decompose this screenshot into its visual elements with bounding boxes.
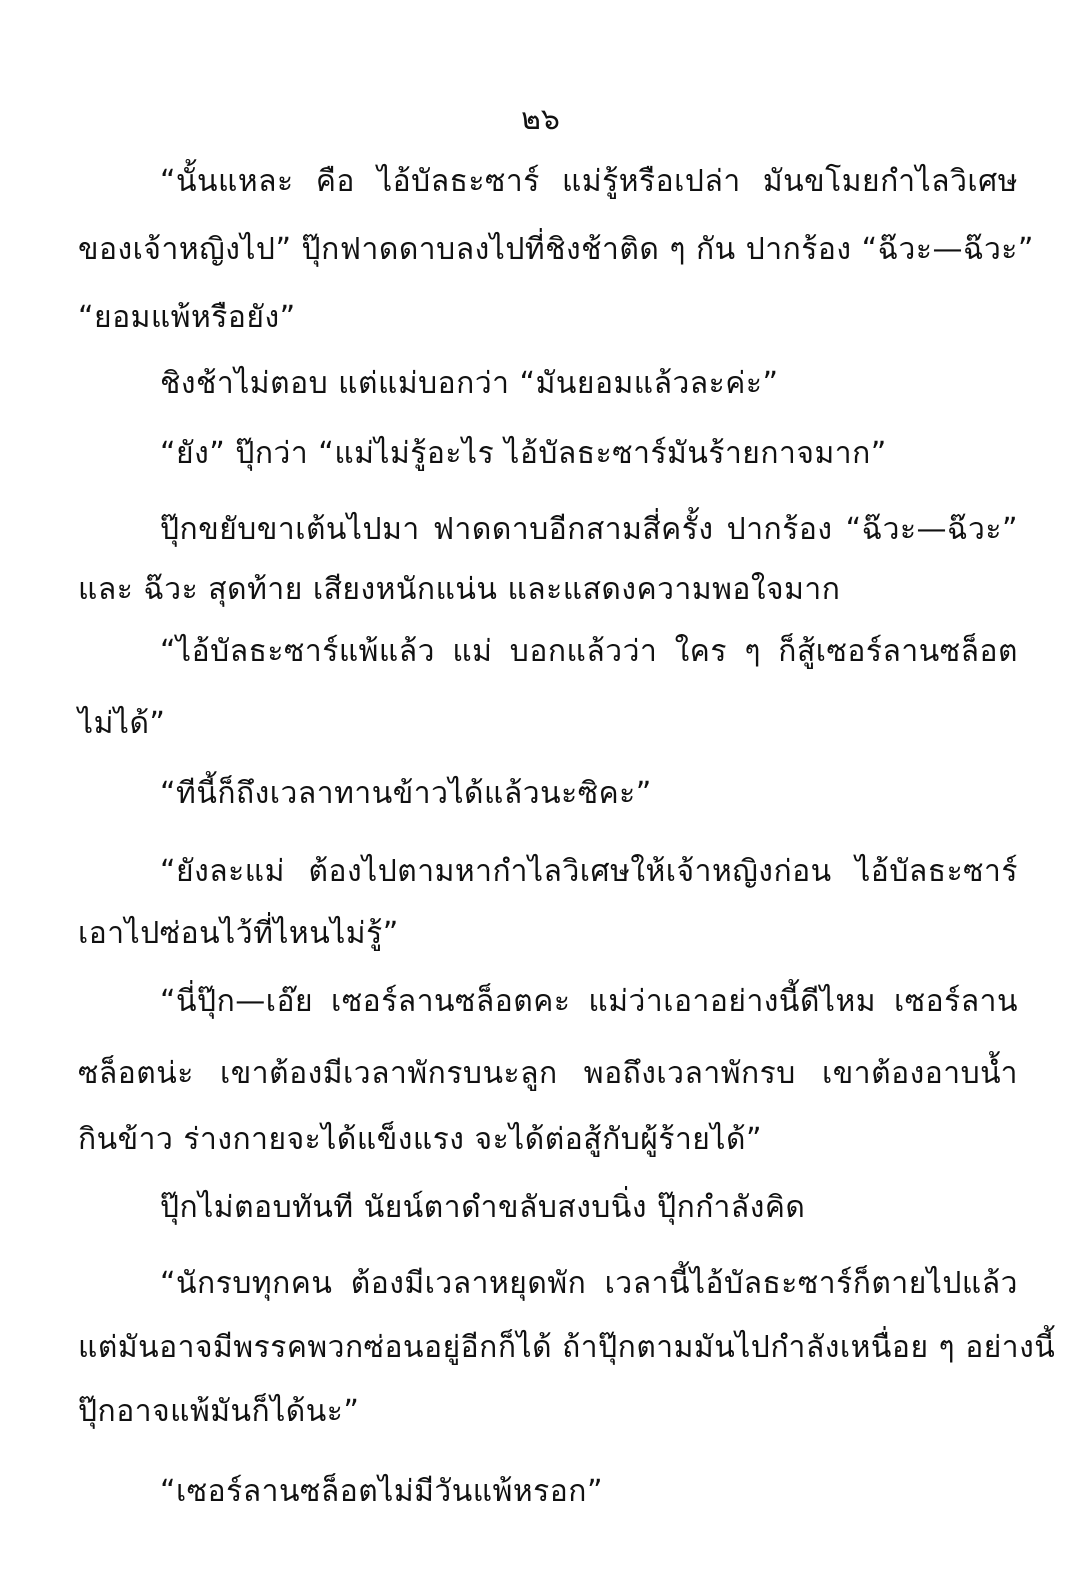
- text-line: “ทีนี้ก็ถึงเวลาทานข้าวได้แล้วนะซิคะ”: [160, 776, 652, 811]
- text-line: ซล็อตน่ะ เขาต้องมีเวลาพักรบนะลูก พอถึงเวลาพักรบ เขาต้องอาบน้ำ: [78, 1056, 1018, 1091]
- text-line: ของเจ้าหญิงไป” ปุ๊กฟาดดาบลงไปที่ชิงช้าติด ๆ กัน ปากร้อง “ฉ๊วะ—ฉ๊วะ”: [78, 232, 1034, 267]
- text-line: “นั้นแหละ คือ ไอ้บัลธะซาร์ แม่รู้หรือเปล่า มันขโมยกำไลวิเศษ: [160, 164, 1018, 199]
- text-line: “ไอ้บัลธะซาร์แพ้แล้ว แม่ บอกแล้วว่า ใคร ๆ ก็สู้เซอร์ลานซล็อต: [160, 634, 1018, 669]
- text-line: และ ฉ๊วะ สุดท้าย เสียงหนักแน่น และแสดงความพอใจมาก: [78, 572, 841, 607]
- text-line: “ยังละแม่ ต้องไปตามหากำไลวิเศษให้เจ้าหญิงก่อน ไอ้บัลธะซาร์: [160, 854, 1018, 889]
- text-line: “ยัง” ปุ๊กว่า “แม่ไม่รู้อะไร ไอ้บัลธะซาร์มันร้ายกาจมาก”: [160, 436, 887, 471]
- text-line: “นักรบทุกคน ต้องมีเวลาหยุดพัก เวลานี้ไอ้บัลธะซาร์ก็ตายไปแล้ว: [160, 1266, 1018, 1301]
- page-number: ๒๖: [521, 102, 560, 137]
- text-line: เอาไปซ่อนไว้ที่ไหนไม่รู้”: [78, 916, 399, 951]
- text-line: ไม่ได้”: [78, 706, 166, 741]
- text-line: กินข้าว ร่างกายจะได้แข็งแรง จะได้ต่อสู้กับผู้ร้ายได้”: [78, 1122, 762, 1157]
- text-line: ปุ๊กไม่ตอบทันที นัยน์ตาดำขลับสงบนิ่ง ปุ๊กกำลังคิด: [160, 1190, 806, 1225]
- text-line: “ยอมแพ้หรือยัง”: [78, 300, 296, 335]
- text-line: ชิงช้าไม่ตอบ แต่แม่บอกว่า “มันยอมแล้วละค่ะ”: [160, 366, 779, 401]
- text-line: “เซอร์ลานซล็อตไม่มีวันแพ้หรอก”: [160, 1474, 603, 1509]
- text-line: ปุ๊กอาจแพ้มันก็ได้นะ”: [78, 1394, 360, 1429]
- text-line: “นี่ปุ๊ก—เอ๊ย เซอร์ลานซล็อตคะ แม่ว่าเอาอย่างนี้ดีไหม เซอร์ลาน: [160, 984, 1018, 1019]
- text-line: ปุ๊กขยับขาเต้นไปมา ฟาดดาบอีกสามสี่ครั้ง ปากร้อง “ฉ๊วะ—ฉ๊วะ”: [160, 512, 1018, 547]
- text-line: แต่มันอาจมีพรรคพวกซ่อนอยู่อีกก็ได้ ถ้าปุ๊กตามมันไปกำลังเหนื่อย ๆ อย่างนี้: [78, 1330, 1056, 1365]
